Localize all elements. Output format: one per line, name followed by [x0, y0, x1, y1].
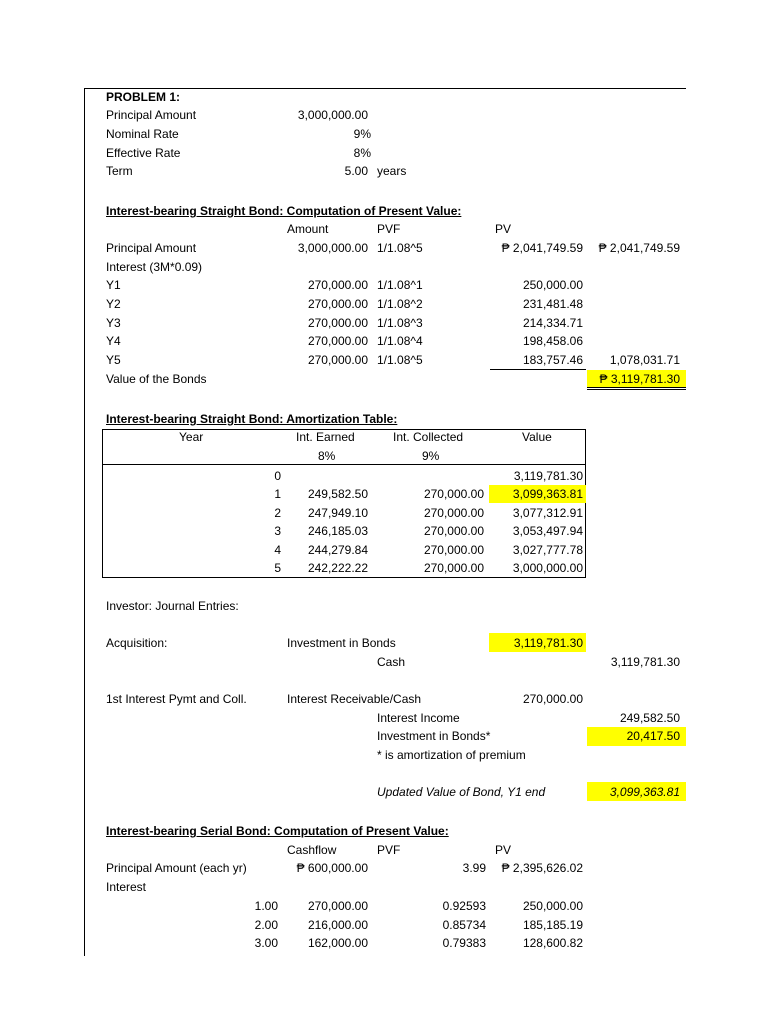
amort-value: 3,099,363.81 — [512, 487, 583, 501]
pv-row-amount: 270,000.00 — [307, 278, 368, 292]
problem-title: PROBLEM 1: — [106, 90, 181, 104]
int-debit-amount: 270,000.00 — [522, 692, 583, 706]
amort-value: 3,077,312.91 — [512, 506, 583, 520]
acq-credit-amount: 3,119,781.30 — [610, 655, 680, 669]
serial-row-n: 3.00 — [254, 936, 278, 950]
page-top-border — [84, 88, 686, 89]
pv-row-amount: 270,000.00 — [307, 316, 368, 330]
principal-value: 3,000,000.00 — [297, 108, 368, 122]
pv-principal-pvf: 1/1.08^5 — [377, 241, 423, 255]
term-unit: years — [377, 164, 407, 178]
serial-row-pvf: 0.85734 — [442, 918, 486, 932]
serial-row-n: 2.00 — [254, 918, 278, 932]
amort-year: 4 — [274, 543, 281, 557]
pv-principal-total: ₱ 2,041,749.59 — [598, 241, 680, 255]
amort-value: 3,027,777.78 — [512, 543, 583, 557]
amort-earned: 244,279.84 — [307, 543, 368, 557]
term-label: Term — [106, 164, 133, 178]
serial-principal-cashflow: ₱ 600,000.00 — [296, 861, 368, 875]
pv-row-label: Y2 — [106, 297, 121, 311]
serial-row-n: 1.00 — [254, 899, 278, 913]
value-double-underline-1 — [587, 387, 686, 388]
interest-entry-label: 1st Interest Pymt and Coll. — [106, 692, 247, 706]
serial-col-pv: PV — [495, 843, 512, 857]
pv-col-pvf: PVF — [377, 222, 401, 236]
effective-label: Effective Rate — [106, 146, 181, 160]
serial-principal-pvf: 3.99 — [462, 861, 486, 875]
pv-row-label: Y3 — [106, 316, 121, 330]
amort-collected: 270,000.00 — [423, 524, 484, 538]
principal-label: Principal Amount — [106, 108, 197, 122]
pv-row-amount: 270,000.00 — [307, 334, 368, 348]
amort-earned: 247,949.10 — [307, 506, 368, 520]
updated-value-label: Updated Value of Bond, Y1 end — [377, 785, 546, 799]
pv-interest-total: 1,078,031.71 — [609, 353, 680, 367]
amort-col-earned: Int. Earned — [296, 430, 355, 444]
amort-collected: 270,000.00 — [423, 506, 484, 520]
pv-sum-underline — [490, 369, 586, 370]
int-credit1-account: Interest Income — [377, 711, 460, 725]
amort-collected: 270,000.00 — [423, 561, 484, 575]
term-value: 5.00 — [344, 164, 368, 178]
serial-row-cashflow: 162,000.00 — [307, 936, 368, 950]
pv-row-pv: 198,458.06 — [522, 334, 583, 348]
acquisition-label: Acquisition: — [106, 636, 168, 650]
pv-interest-label: Interest (3M*0.09) — [106, 260, 203, 274]
serial-interest-label: Interest — [106, 880, 147, 894]
pv-principal-amount: 3,000,000.00 — [297, 241, 368, 255]
page-left-border — [84, 88, 85, 956]
serial-principal-label: Principal Amount (each yr) — [106, 861, 247, 875]
serial-row-cashflow: 216,000.00 — [307, 918, 368, 932]
serial-row-pv: 250,000.00 — [522, 899, 583, 913]
serial-row-pvf: 0.92593 — [442, 899, 486, 913]
pv-row-pv: 183,757.46 — [522, 353, 583, 367]
amort-year: 1 — [274, 487, 281, 501]
amort-value: 3,119,781.30 — [513, 469, 583, 483]
value-double-underline-2 — [587, 389, 686, 390]
int-credit1-amount: 249,582.50 — [619, 711, 680, 725]
serial-row-pv: 128,600.82 — [522, 936, 583, 950]
pv-section-title: Interest-bearing Straight Bond: Computation of Present Value: — [106, 204, 462, 218]
int-credit2-account: Investment in Bonds* — [377, 729, 491, 743]
pv-col-pv: PV — [495, 222, 512, 236]
amort-title: Interest-bearing Straight Bond: Amortization Table: — [106, 412, 398, 426]
amort-header-separator — [102, 464, 586, 465]
pv-row-pvf: 1/1.08^2 — [377, 297, 423, 311]
amort-collected: 270,000.00 — [423, 487, 484, 501]
amort-year: 2 — [274, 506, 281, 520]
amort-col-collected: Int. Collected — [393, 430, 464, 444]
serial-row-pv: 185,185.19 — [522, 918, 583, 932]
serial-row-pvf: 0.79383 — [442, 936, 486, 950]
pv-row-pvf: 1/1.08^3 — [377, 316, 423, 330]
amort-earned: 242,222.22 — [307, 561, 368, 575]
updated-value-amount: 3,099,363.81 — [609, 785, 680, 799]
pv-principal-label: Principal Amount — [106, 241, 197, 255]
pv-row-pv: 214,334.71 — [522, 316, 583, 330]
amort-year: 0 — [274, 469, 281, 483]
pv-principal-pv: ₱ 2,041,749.59 — [501, 241, 583, 255]
pv-row-pvf: 1/1.08^4 — [377, 334, 423, 348]
amort-col-value: Value — [522, 430, 552, 444]
nominal-value: 9% — [353, 127, 371, 141]
acq-credit-account: Cash — [377, 655, 406, 669]
pv-row-label: Y1 — [106, 278, 121, 292]
amort-col-year: Year — [179, 430, 204, 444]
pv-row-pvf: 1/1.08^1 — [377, 278, 423, 292]
serial-col-cashflow: Cashflow — [287, 843, 337, 857]
pv-row-pv: 231,481.48 — [522, 297, 583, 311]
pv-row-pv: 250,000.00 — [522, 278, 583, 292]
amort-earned: 249,582.50 — [307, 487, 368, 501]
amort-value: 3,000,000.00 — [512, 561, 583, 575]
value-of-bonds-label: Value of the Bonds — [106, 372, 207, 386]
serial-principal-pv: ₱ 2,395,626.02 — [501, 861, 583, 875]
amort-year: 5 — [274, 561, 281, 575]
amortization-note: * is amortization of premium — [377, 748, 526, 762]
amort-collected: 270,000.00 — [423, 543, 484, 557]
value-of-bonds-total: ₱ 3,119,781.30 — [599, 372, 680, 386]
serial-col-pvf: PVF — [377, 843, 401, 857]
amort-rate-earned: 8% — [318, 449, 336, 463]
serial-row-cashflow: 270,000.00 — [307, 899, 368, 913]
pv-row-pvf: 1/1.08^5 — [377, 353, 423, 367]
acq-debit-account: Investment in Bonds — [287, 636, 396, 650]
int-credit2-amount: 20,417.50 — [626, 729, 680, 743]
amort-rate-collected: 9% — [422, 449, 440, 463]
serial-title: Interest-bearing Serial Bond: Computation of Present Value: — [106, 824, 449, 838]
pv-row-label: Y4 — [106, 334, 121, 348]
nominal-label: Nominal Rate — [106, 127, 179, 141]
pv-row-label: Y5 — [106, 353, 121, 367]
pv-col-amount: Amount — [287, 222, 329, 236]
effective-value: 8% — [353, 146, 371, 160]
int-debit-account: Interest Receivable/Cash — [287, 692, 422, 706]
amort-earned: 246,185.03 — [307, 524, 368, 538]
amort-year: 3 — [274, 524, 281, 538]
amort-value: 3,053,497.94 — [512, 524, 583, 538]
acq-debit-amount: 3,119,781.30 — [513, 636, 583, 650]
pv-row-amount: 270,000.00 — [307, 297, 368, 311]
journal-title: Investor: Journal Entries: — [106, 599, 239, 613]
pv-row-amount: 270,000.00 — [307, 353, 368, 367]
